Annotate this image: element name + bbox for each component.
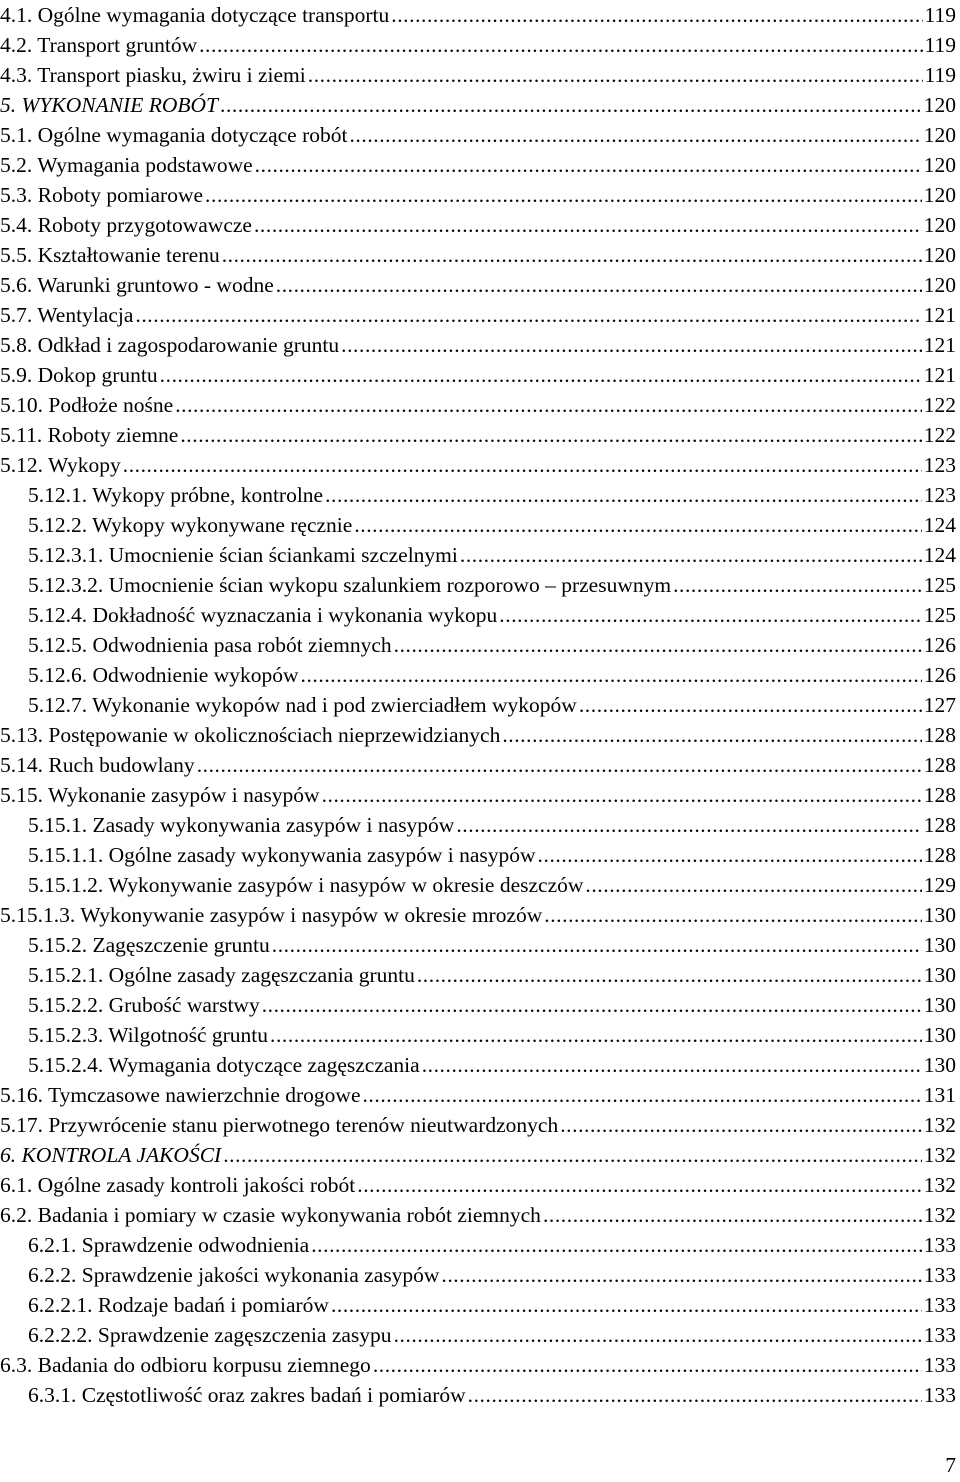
toc-entry[interactable]	[0, 510, 956, 540]
toc-entry-title: 5.15.2.1. Ogólne zasady zagęszczania gruntu	[28, 963, 415, 987]
toc-entry[interactable]	[0, 1290, 956, 1320]
toc-entry[interactable]	[0, 90, 956, 120]
page-number: 7	[945, 1453, 956, 1477]
toc-entry-page: 129	[923, 873, 956, 897]
toc-entry-page: 120	[923, 213, 956, 237]
toc-entry-page: 128	[923, 813, 956, 837]
toc-entry-title: 6.2. Badania i pomiary w czasie wykonywania robót ziemnych	[0, 1203, 541, 1227]
toc-entry-page: 122	[923, 393, 956, 417]
toc-entry[interactable]	[0, 690, 956, 720]
toc-dot-leader	[468, 1380, 922, 1410]
toc-entry-page: 132	[923, 1143, 956, 1167]
toc-entry-title: 5.15.2. Zagęszczenie gruntu	[28, 933, 270, 957]
toc-entry-title: 5.7. Wentylacja	[0, 303, 134, 327]
toc-entry-page: 133	[923, 1233, 956, 1257]
toc-entry[interactable]	[0, 210, 956, 240]
toc-entry-title: 5.6. Warunki gruntowo - wodne	[0, 273, 274, 297]
toc-entry-page: 130	[923, 933, 956, 957]
toc-entry[interactable]	[0, 570, 956, 600]
toc-dot-leader	[322, 780, 922, 810]
toc-dot-leader	[543, 1200, 922, 1230]
toc-dot-leader	[325, 480, 922, 510]
toc-dot-leader	[270, 1020, 922, 1050]
toc-entry-page: 123	[923, 453, 956, 477]
toc-entry-page: 128	[923, 843, 956, 867]
toc-entry-page: 133	[923, 1263, 956, 1287]
toc-entry[interactable]	[0, 120, 956, 150]
toc-entry-page: 128	[923, 783, 956, 807]
toc-entry[interactable]	[0, 330, 956, 360]
toc-dot-leader	[460, 540, 922, 570]
toc-dot-leader	[391, 0, 922, 30]
toc-entry[interactable]	[0, 1050, 956, 1080]
toc-entry-title: 5.15. Wykonanie zasypów i nasypów	[0, 783, 320, 807]
toc-entry[interactable]	[0, 150, 956, 180]
toc-dot-leader	[673, 570, 922, 600]
toc-entry-page: 133	[923, 1383, 956, 1407]
toc-entry-page: 132	[923, 1203, 956, 1227]
toc-dot-leader	[301, 660, 922, 690]
toc-dot-leader	[197, 750, 922, 780]
toc-entry[interactable]	[0, 840, 956, 870]
toc-entry-page: 124	[923, 543, 956, 567]
toc-entry-title: 4.1. Ogólne wymagania dotyczące transportu	[0, 3, 390, 27]
toc-entry-title: 6. KONTROLA JAKOŚCI	[0, 1143, 222, 1167]
toc-dot-leader	[160, 360, 922, 390]
toc-entry-title: 5.9. Dokop gruntu	[0, 363, 158, 387]
toc-entry-title: 4.3. Transport piasku, żwiru i ziemi	[0, 63, 306, 87]
toc-entry[interactable]	[0, 1020, 956, 1050]
toc-dot-leader	[272, 930, 922, 960]
toc-entry[interactable]	[0, 0, 956, 30]
toc-dot-leader	[560, 1110, 922, 1140]
toc-entry-page: 127	[923, 693, 956, 717]
toc-entry[interactable]	[0, 930, 956, 960]
toc-entry-page: 125	[923, 573, 956, 597]
toc-entry[interactable]	[0, 1140, 956, 1170]
toc-entry[interactable]	[0, 1260, 956, 1290]
toc-entry-title: 6.1. Ogólne zasady kontroli jakości robót	[0, 1173, 356, 1197]
toc-entry[interactable]	[0, 450, 956, 480]
toc-entry-title: 5.17. Przywrócenie stanu pierwotnego terenów nieutwardzonych	[0, 1113, 559, 1137]
toc-dot-leader	[223, 1140, 922, 1170]
toc-entry[interactable]	[0, 540, 956, 570]
toc-entry-page: 133	[923, 1323, 956, 1347]
toc-dot-leader	[585, 870, 921, 900]
toc-entry[interactable]	[0, 60, 956, 90]
toc-entry-title: 5.5. Kształtowanie terenu	[0, 243, 220, 267]
toc-entry-page: 128	[923, 753, 956, 777]
toc-dot-leader	[499, 600, 921, 630]
toc-entry-title: 5.12.6. Odwodnienie wykopów	[28, 663, 299, 687]
toc-dot-leader	[373, 1350, 922, 1380]
toc-entry-title: 5.12.2. Wykopy wykonywane ręcznie	[28, 513, 353, 537]
toc-dot-leader	[422, 1050, 922, 1080]
toc-dot-leader	[502, 720, 921, 750]
toc-entry[interactable]	[0, 780, 956, 810]
toc-entry-title: 5.12.4. Dokładność wyznaczania i wykonania wykopu	[28, 603, 498, 627]
toc-entry-page: 120	[923, 93, 956, 117]
toc-dot-leader	[441, 1260, 921, 1290]
toc-entry-page: 122	[923, 423, 956, 447]
toc-entry-page: 125	[923, 603, 956, 627]
toc-entry-title: 5.4. Roboty przygotowawcze	[0, 213, 252, 237]
toc-entry-title: 6.3.1. Częstotliwość oraz zakres badań i pomiarów	[28, 1383, 466, 1407]
toc-dot-leader	[199, 30, 922, 60]
toc-entry[interactable]	[0, 390, 956, 420]
toc-entry[interactable]	[0, 240, 956, 270]
toc-entry[interactable]	[0, 1200, 956, 1230]
toc-entry[interactable]	[0, 480, 956, 510]
toc-entry[interactable]	[0, 1350, 956, 1380]
toc-entry-title: 5.16. Tymczasowe nawierzchnie drogowe	[0, 1083, 361, 1107]
toc-entry[interactable]	[0, 30, 956, 60]
toc-entry-page: 130	[923, 1023, 956, 1047]
toc-entry-page: 126	[923, 663, 956, 687]
toc-dot-leader	[349, 120, 921, 150]
toc-entry-title: 5.12. Wykopy	[0, 453, 121, 477]
toc-entry-title: 5.12.3.1. Umocnienie ścian ściankami szczelnymi	[28, 543, 458, 567]
toc-entry[interactable]	[0, 1170, 956, 1200]
toc-entry-page: 133	[923, 1353, 956, 1377]
toc-entry-page: 120	[923, 273, 956, 297]
toc-entry[interactable]	[0, 1230, 956, 1260]
toc-entry-title: 5.15.1.3. Wykonywanie zasypów i nasypów w okresie mrozów	[0, 903, 543, 927]
toc-entry[interactable]	[0, 660, 956, 690]
toc-dot-leader	[357, 1170, 921, 1200]
toc-entry[interactable]	[0, 1380, 956, 1410]
toc-dot-leader	[180, 420, 921, 450]
toc-entry-page: 123	[923, 483, 956, 507]
toc-entry-page: 119	[924, 63, 956, 87]
toc-entry[interactable]	[0, 720, 956, 750]
toc-entry[interactable]	[0, 1080, 956, 1110]
toc-entry-title: 5.1. Ogólne wymagania dotyczące robót	[0, 123, 348, 147]
toc-entry[interactable]	[0, 870, 956, 900]
toc-entry[interactable]	[0, 360, 956, 390]
toc-dot-leader	[456, 810, 921, 840]
toc-entry-title: 5.14. Ruch budowlany	[0, 753, 195, 777]
toc-dot-leader	[135, 300, 921, 330]
toc-entry-title: 5.15.2.3. Wilgotność gruntu	[28, 1023, 269, 1047]
toc-entry-page: 130	[923, 903, 956, 927]
toc-dot-leader	[341, 330, 922, 360]
toc-dot-leader	[417, 960, 922, 990]
toc-entry[interactable]	[0, 810, 956, 840]
toc-entry-page: 121	[923, 303, 956, 327]
toc-entry-page: 121	[923, 363, 956, 387]
toc-entry-title: 6.3. Badania do odbioru korpusu ziemnego	[0, 1353, 371, 1377]
toc-entry[interactable]	[0, 1110, 956, 1140]
toc-entry-page: 130	[923, 963, 956, 987]
toc-dot-leader	[276, 270, 922, 300]
toc-entry-page: 120	[923, 183, 956, 207]
toc-entry-page: 126	[923, 633, 956, 657]
toc-entry-page: 120	[923, 153, 956, 177]
toc-dot-leader	[394, 1320, 922, 1350]
toc-dot-leader	[262, 990, 922, 1020]
toc-entry[interactable]	[0, 630, 956, 660]
toc-entry[interactable]	[0, 900, 956, 930]
toc-entry-title: 5.15.1.2. Wykonywanie zasypów i nasypów w okresie deszczów	[28, 873, 584, 897]
toc-entry[interactable]	[0, 1320, 956, 1350]
toc-entry-title: 5.12.7. Wykonanie wykopów nad i pod zwierciadłem wykopów	[28, 693, 577, 717]
toc-entry-page: 120	[923, 123, 956, 147]
toc-entry-page: 119	[924, 3, 956, 27]
toc-entry-title: 4.2. Transport gruntów	[0, 33, 198, 57]
toc-dot-leader	[175, 390, 922, 420]
toc-entry-title: 6.2.2.2. Sprawdzenie zagęszczenia zasypu	[28, 1323, 392, 1347]
toc-entry-title: 5.12.1. Wykopy próbne, kontrolne	[28, 483, 324, 507]
toc-dot-leader	[222, 240, 922, 270]
toc-entry[interactable]	[0, 420, 956, 450]
toc-entry-title: 5.8. Odkład i zagospodarowanie gruntu	[0, 333, 340, 357]
toc-dot-leader	[362, 1080, 921, 1110]
toc-entry[interactable]	[0, 180, 956, 210]
toc-entry-title: 6.2.2. Sprawdzenie jakości wykonania zasypów	[28, 1263, 440, 1287]
toc-entry[interactable]	[0, 750, 956, 780]
toc-entry-title: 5.3. Roboty pomiarowe	[0, 183, 204, 207]
toc-entry-page: 124	[923, 513, 956, 537]
toc-entry-page: 132	[923, 1113, 956, 1137]
toc-entry-page: 130	[923, 993, 956, 1017]
toc-dot-leader	[205, 180, 922, 210]
toc-entry-title: 5.10. Podłoże nośne	[0, 393, 174, 417]
toc-entry[interactable]	[0, 990, 956, 1020]
toc-dot-leader	[544, 900, 921, 930]
toc-entry-title: 5.15.2.4. Wymagania dotyczące zagęszczania	[28, 1053, 420, 1077]
toc-entry-title: 5.12.3.2. Umocnienie ścian wykopu szalunkiem rozporowo – przesuwnym	[28, 573, 672, 597]
toc-dot-leader	[220, 90, 922, 120]
toc-dot-leader	[354, 510, 921, 540]
toc-entry-title: 5.15.2.2. Grubość warstwy	[28, 993, 260, 1017]
toc-dot-leader	[255, 150, 922, 180]
toc-entry-title: 5.15.1.1. Ogólne zasady wykonywania zasypów i nasypów	[28, 843, 536, 867]
toc-entry-page: 120	[923, 243, 956, 267]
toc-entry-page: 131	[923, 1083, 956, 1107]
toc-dot-leader	[123, 450, 922, 480]
toc-dot-leader	[311, 1230, 922, 1260]
toc-dot-leader	[538, 840, 922, 870]
toc-dot-leader	[308, 60, 923, 90]
toc-dot-leader	[579, 690, 922, 720]
toc-entry[interactable]	[0, 300, 956, 330]
toc-entry-page: 133	[923, 1293, 956, 1317]
toc-entry[interactable]	[0, 600, 956, 630]
toc-dot-leader	[331, 1290, 922, 1320]
toc-entry-title: 5.13. Postępowanie w okolicznościach nieprzewidzianych	[0, 723, 501, 747]
toc-dot-leader	[394, 630, 922, 660]
toc-entry-page: 128	[923, 723, 956, 747]
toc-entry-title: 5. WYKONANIE ROBÓT	[0, 93, 218, 117]
toc-entry-title: 5.12.5. Odwodnienia pasa robót ziemnych	[28, 633, 392, 657]
toc-entry-page: 121	[923, 333, 956, 357]
toc-entry-title: 5.2. Wymagania podstawowe	[0, 153, 253, 177]
toc-entry-title: 5.11. Roboty ziemne	[0, 423, 179, 447]
toc-entry[interactable]	[0, 960, 956, 990]
toc-entry-page: 132	[923, 1173, 956, 1197]
toc-entry-page: 119	[924, 33, 956, 57]
toc-entry-title: 5.15.1. Zasady wykonywania zasypów i nasypów	[28, 813, 455, 837]
toc-dot-leader	[254, 210, 922, 240]
toc-entry-page: 130	[923, 1053, 956, 1077]
toc-entry-title: 6.2.1. Sprawdzenie odwodnienia	[28, 1233, 310, 1257]
toc-entry[interactable]	[0, 270, 956, 300]
toc-entry-title: 6.2.2.1. Rodzaje badań i pomiarów	[28, 1293, 329, 1317]
